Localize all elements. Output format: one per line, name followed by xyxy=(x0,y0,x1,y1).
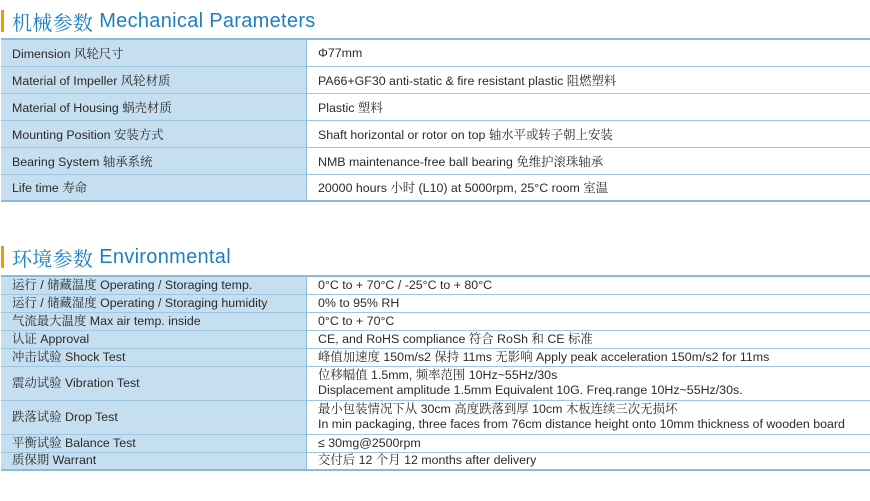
env-value: 交付后 12 个月 12 months after delivery xyxy=(307,452,870,470)
param-label: Mounting Position 安装方式 xyxy=(1,120,307,147)
table-row xyxy=(1,330,870,348)
table-row xyxy=(1,147,870,174)
table-row xyxy=(1,276,870,294)
table-row xyxy=(1,348,870,366)
table-row xyxy=(1,39,870,66)
env-label: 平衡试验 Balance Test xyxy=(1,434,307,452)
env-value: 0°C to + 70°C xyxy=(307,312,870,330)
env-value-line: Displacement amplitude 1.5mm Equivalent 10G. Freq.range 10Hz~55Hz/30s. xyxy=(318,383,743,397)
title-accent-bar xyxy=(1,246,4,268)
table-row xyxy=(1,434,870,452)
env-label: 质保期 Warrant xyxy=(1,452,307,470)
table-row xyxy=(1,294,870,312)
env-label: 震动试验 Vibration Test xyxy=(1,366,307,400)
table-row xyxy=(1,366,870,400)
param-label: Bearing System 轴承系统 xyxy=(1,147,307,174)
param-label: Dimension 风轮尺寸 xyxy=(1,39,307,66)
env-value: 0°C to + 70°C / -25°C to + 80°C xyxy=(307,276,870,294)
mechanical-parameters-table xyxy=(1,38,870,202)
env-value-line: 最小包装情况下从 30cm 高度跌落到厚 10cm 木板连续三次无损坏 xyxy=(318,402,678,416)
param-label: Life time 寿命 xyxy=(1,174,307,201)
env-value: 峰值加速度 150m/s2 保持 11ms 无影响 Apply peak acceleration 150m/s2 for 11ms xyxy=(307,348,870,366)
environmental-table xyxy=(1,275,870,471)
table-row xyxy=(1,120,870,147)
param-value: 20000 hours 小时 (L10) at 5000rpm, 25°C room 室温 xyxy=(307,174,870,201)
param-value: Plastic 塑料 xyxy=(307,93,870,120)
environmental-title-cn: 环境参数 xyxy=(12,248,94,271)
env-value: ≤ 30mg@2500rpm xyxy=(307,434,870,452)
env-label: 气流最大温度 Max air temp. inside xyxy=(1,312,307,330)
mechanical-title-cn: 机械参数 xyxy=(12,12,94,35)
param-value: NMB maintenance-free ball bearing 免维护滚珠轴承 xyxy=(307,147,870,174)
table-row xyxy=(1,174,870,201)
mechanical-section-title xyxy=(0,8,316,34)
env-value-line: 位移幅值 1.5mm, 频率范围 10Hz~55Hz/30s xyxy=(318,368,558,382)
env-label: 运行 / 储藏湿度 Operating / Storaging humidity xyxy=(1,294,307,312)
param-label: Material of Impeller 风轮材质 xyxy=(1,66,307,93)
table-row xyxy=(1,400,870,434)
environmental-section-title xyxy=(0,244,231,270)
param-value: Shaft horizontal or rotor on top 轴水平或转子朝上安装 xyxy=(307,120,870,147)
env-value xyxy=(307,366,870,400)
env-value-line: In min packaging, three faces from 76cm distance height onto 10mm thickness of wooden board xyxy=(318,417,845,431)
mechanical-title-en: Mechanical Parameters xyxy=(99,9,316,32)
table-row xyxy=(1,312,870,330)
environmental-title-en: Environmental xyxy=(99,245,231,268)
env-label: 跌落试验 Drop Test xyxy=(1,400,307,434)
env-value xyxy=(307,400,870,434)
table-row xyxy=(1,66,870,93)
table-row xyxy=(1,452,870,470)
param-label: Material of Housing 蜗壳材质 xyxy=(1,93,307,120)
env-value: 0% to 95% RH xyxy=(307,294,870,312)
param-value: PA66+GF30 anti-static & fire resistant plastic 阻燃塑料 xyxy=(307,66,870,93)
env-value: CE, and RoHS compliance 符合 RoSh 和 CE 标准 xyxy=(307,330,870,348)
title-accent-bar xyxy=(1,10,4,32)
env-label: 认证 Approval xyxy=(1,330,307,348)
param-value: Φ77mm xyxy=(307,39,870,66)
env-label: 冲击试验 Shock Test xyxy=(1,348,307,366)
env-label: 运行 / 储藏温度 Operating / Storaging temp. xyxy=(1,276,307,294)
table-row xyxy=(1,93,870,120)
